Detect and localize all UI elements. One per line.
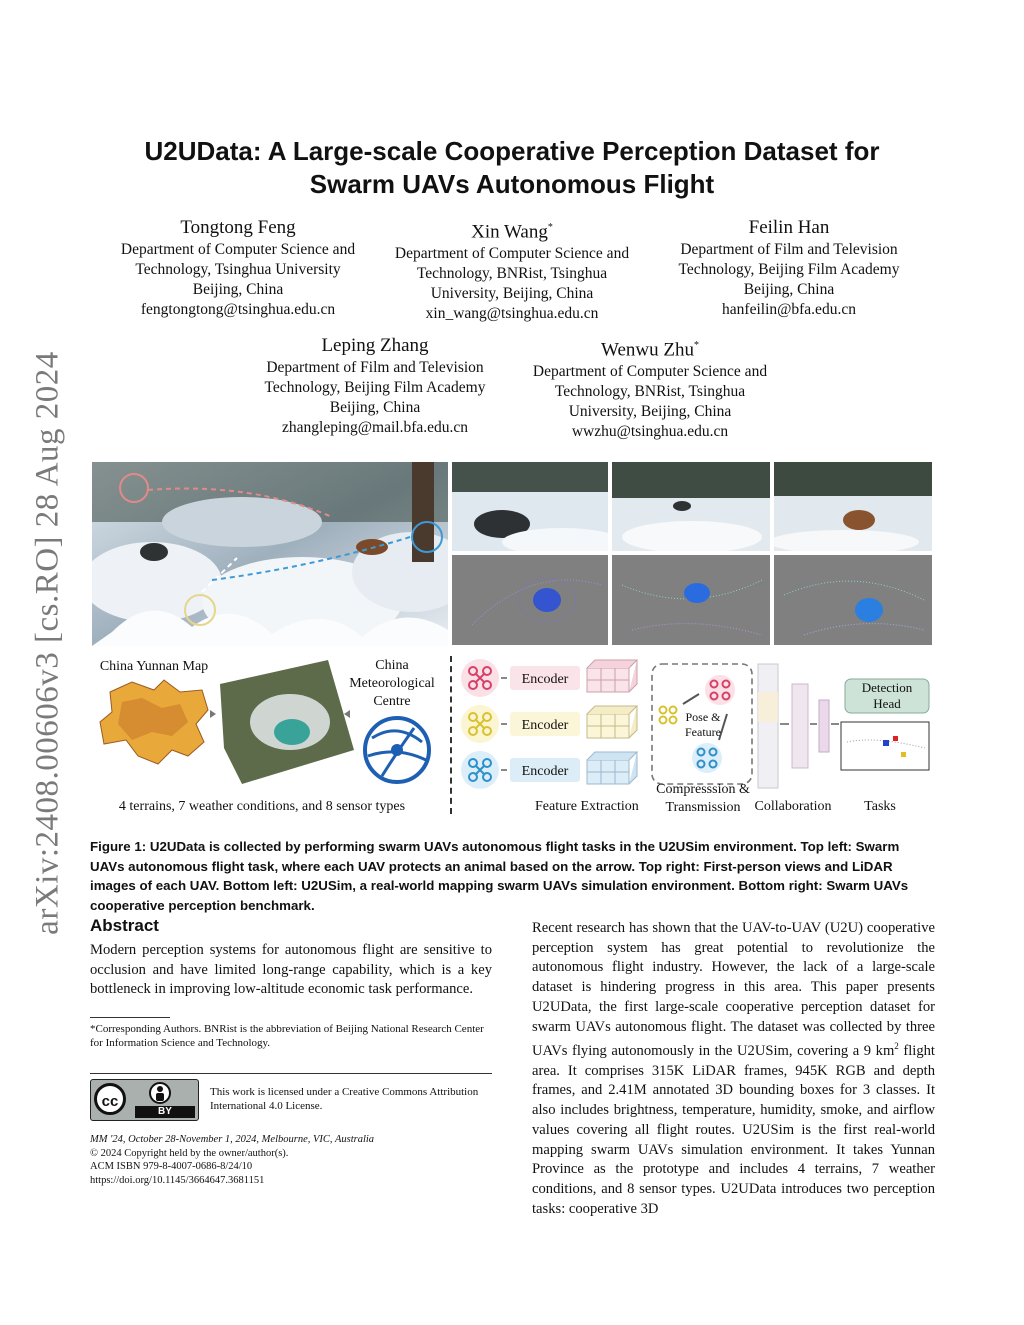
figure-caption: Figure 1: U2UData is collected by performing swarm UAVs autonomous flight tasks in the U2USim environment. Top left: Swarm UAVs autonomous flight task, where each UAV protects an animal based on the arrow. Top right: First-person views and LiDAR images of each UAV. Bottom left: U2USim, a real-world mapping swarm UAVs simulation environment. Bottom right: Swarm UAVs cooperative perception benchmark. [90, 839, 909, 913]
corresponding-mark: * [547, 222, 553, 233]
author-email[interactable]: wwzhu@tsinghua.edu.cn [571, 423, 729, 441]
author-email[interactable]: fengtongtong@tsinghua.edu.cn [140, 301, 336, 318]
author-block-1 [100, 216, 376, 320]
encoder-label: Encoder [521, 764, 569, 779]
footnote: *Corresponding Authors. BNRist is the abbreviation of Beijing National Research Center for Information Science and Technology. [90, 1023, 484, 1049]
collab-layer-3 [819, 700, 829, 752]
collab-layer-2 [792, 684, 808, 768]
figure-benchmark-pipeline [455, 652, 935, 820]
pose-label-line2: Feature [685, 725, 721, 739]
author-affiliation-line2: Technology, BNRist, Tsinghua [554, 383, 746, 401]
meteorological-centre-logo [365, 718, 429, 782]
abstract-right-part2: flight area. It comprises 315K LiDAR frames, 945K RGB and depth frames, and 2.41M annotated 3D bounding boxes for 3 classes. It also includes brightness, temperature, humidity, smoke, and airflow values covering all flight routes. U2USim is the first real-world mapping swarm UAVs simulation environment. It takes Yunnan Province as the prototype and includes 4 terrains, 7 weather conditions, and 8 sensor types. U2UData introduces two perception tasks: cooperative 3D [532, 1043, 935, 1217]
stage-compression-line1: Compresssion & [656, 782, 750, 797]
superscript: 2 [894, 1041, 899, 1052]
paper-title-line1: U2UData: A Large-scale Cooperative Perception Dataset for [144, 136, 880, 166]
arxiv-identifier [18, 348, 78, 938]
encoder-label: Encoder [521, 718, 569, 733]
stage-feature-extraction: Feature Extraction [535, 799, 639, 814]
abstract-right-text [532, 919, 935, 1219]
author-email[interactable]: zhangleping@mail.bfa.edu.cn [282, 419, 468, 436]
abstract-right-part1: Recent research has shown that the UAV-to-UAV (U2U) cooperative perception system has great potential to revolutionize the autonomous flight industry. However, the lack of a large-scale dataset is hindering progress in this area. This paper presents U2UData, the first large-scale cooperative perception dataset for swarm UAVs autonomous flight. The dataset was collected by three UAVs flying autonomously in the U2USim, covering a 9 km [532, 920, 935, 1060]
paper-title-line2: Swarm UAVs Autonomous Flight [309, 169, 715, 199]
camera-image [452, 462, 608, 551]
author-name: Wenwu Zhu* [601, 339, 699, 361]
sim-caption: 4 terrains, 7 weather conditions, and 8 sensor types [118, 799, 406, 814]
figure-flight-task-scene [92, 462, 448, 646]
u2usim-diagram [92, 652, 448, 820]
feature-map-3 [587, 752, 637, 784]
snow-forest-image [92, 462, 448, 646]
author-email[interactable]: xin_wang@tsinghua.edu.cn [425, 305, 599, 323]
detection-label-line1: Detection [861, 680, 913, 695]
uav3-camera-view [774, 462, 932, 551]
uav-icon-yellow [461, 705, 499, 743]
stage-compression-line2: Transmission [665, 800, 741, 815]
conference-info [90, 1133, 492, 1187]
lidar-image [774, 555, 932, 645]
author-block-5 [512, 334, 788, 442]
figure-divider [450, 656, 452, 814]
centre-label-line1: China [375, 658, 409, 673]
uav-icon-blue [461, 751, 499, 789]
conference-copyright: © 2024 Copyright held by the owner/author(s). [90, 1147, 289, 1159]
abstract-heading: Abstract [90, 916, 159, 935]
conference-doi[interactable]: https://doi.org/10.1145/3664647.3681151 [90, 1174, 265, 1186]
abstract-left-text: Modern perception systems for autonomous flight are sensitive to occlusion and have limited long-range capability, which is a key bottleneck in improving low-altitude economic task performance. [90, 942, 492, 998]
conference-venue: MM '24, October 28-November 1, 2024, Melbourne, VIC, Australia [90, 1134, 375, 1145]
collab-layer-1 [758, 664, 778, 788]
uav1-lidar-view [452, 555, 608, 645]
author-affiliation-line1: Department of Film and Television [680, 241, 898, 258]
conference-isbn: ACM ISBN 979-8-4007-0686-8/24/10 [90, 1161, 253, 1172]
author-location: Beijing, China [192, 281, 284, 298]
uav3-lidar-view [774, 555, 932, 645]
centre-label-line2: Meteorological [349, 676, 435, 691]
author-location: Beijing, China [743, 281, 835, 298]
license-text: This work is licensed under a Creative Commons Attribution International 4.0 License. [210, 1086, 479, 1112]
pose-label-line1: Pose & [685, 710, 721, 724]
uav-icon-yellow-small [660, 707, 677, 724]
author-affiliation-line2: Technology, Tsinghua University [135, 261, 341, 278]
footnote-rule [90, 1017, 170, 1018]
author-email[interactable]: hanfeilin@bfa.edu.cn [722, 301, 856, 318]
attribution-person-icon [149, 1082, 171, 1104]
author-affiliation-line2: Technology, BNRist, Tsinghua [416, 265, 608, 283]
author-affiliation-line1: Department of Computer Science and [120, 241, 356, 258]
author-affiliation-line1: Department of Film and Television [266, 359, 484, 376]
author-location: University, Beijing, China [430, 285, 594, 303]
uav2-lidar-view [612, 555, 770, 645]
author-affiliation-line1: Department of Computer Science and [394, 245, 630, 263]
cc-by-badge [90, 1079, 199, 1121]
lidar-image [612, 555, 770, 645]
camera-image [774, 462, 932, 551]
uav-icon-pink [461, 659, 499, 697]
arxiv-identifier-text: arXiv:2408.00606v3 [cs.RO] 28 Aug 2024 [29, 351, 66, 935]
map-label: China Yunnan Map [99, 659, 209, 674]
author-name: Leping Zhang [321, 335, 429, 356]
license-rule [90, 1073, 492, 1074]
cc-icon: cc [94, 1083, 126, 1115]
by-label: BY [135, 1106, 195, 1118]
encoder-label: Encoder [521, 672, 569, 687]
author-name: Xin Wang* [471, 221, 553, 243]
lidar-image [452, 555, 608, 645]
feature-map-1 [587, 660, 637, 692]
benchmark-diagram [455, 652, 935, 820]
author-block-3 [652, 216, 926, 320]
stage-tasks: Tasks [864, 799, 896, 814]
camera-image [612, 462, 770, 551]
author-location: Beijing, China [329, 399, 421, 416]
author-affiliation-line2: Technology, Beijing Film Academy [264, 379, 486, 396]
figure-u2usim-panel [92, 652, 448, 820]
corresponding-mark: * [693, 340, 699, 351]
uav1-camera-view [452, 462, 608, 551]
paper-title [90, 135, 934, 201]
author-location: University, Beijing, China [568, 403, 732, 421]
stage-collaboration: Collaboration [754, 799, 832, 814]
detection-label-line2: Head [873, 696, 901, 711]
author-affiliation-line1: Department of Computer Science and [532, 363, 768, 381]
author-name: Tongtong Feng [180, 217, 296, 238]
uav2-camera-view [612, 462, 770, 551]
author-affiliation-line2: Technology, Beijing Film Academy [678, 261, 900, 278]
centre-label-line3: Centre [373, 694, 411, 709]
author-name: Feilin Han [748, 217, 830, 238]
author-block-2 [376, 216, 648, 324]
author-block-4 [238, 334, 512, 438]
feature-map-2 [587, 706, 637, 738]
